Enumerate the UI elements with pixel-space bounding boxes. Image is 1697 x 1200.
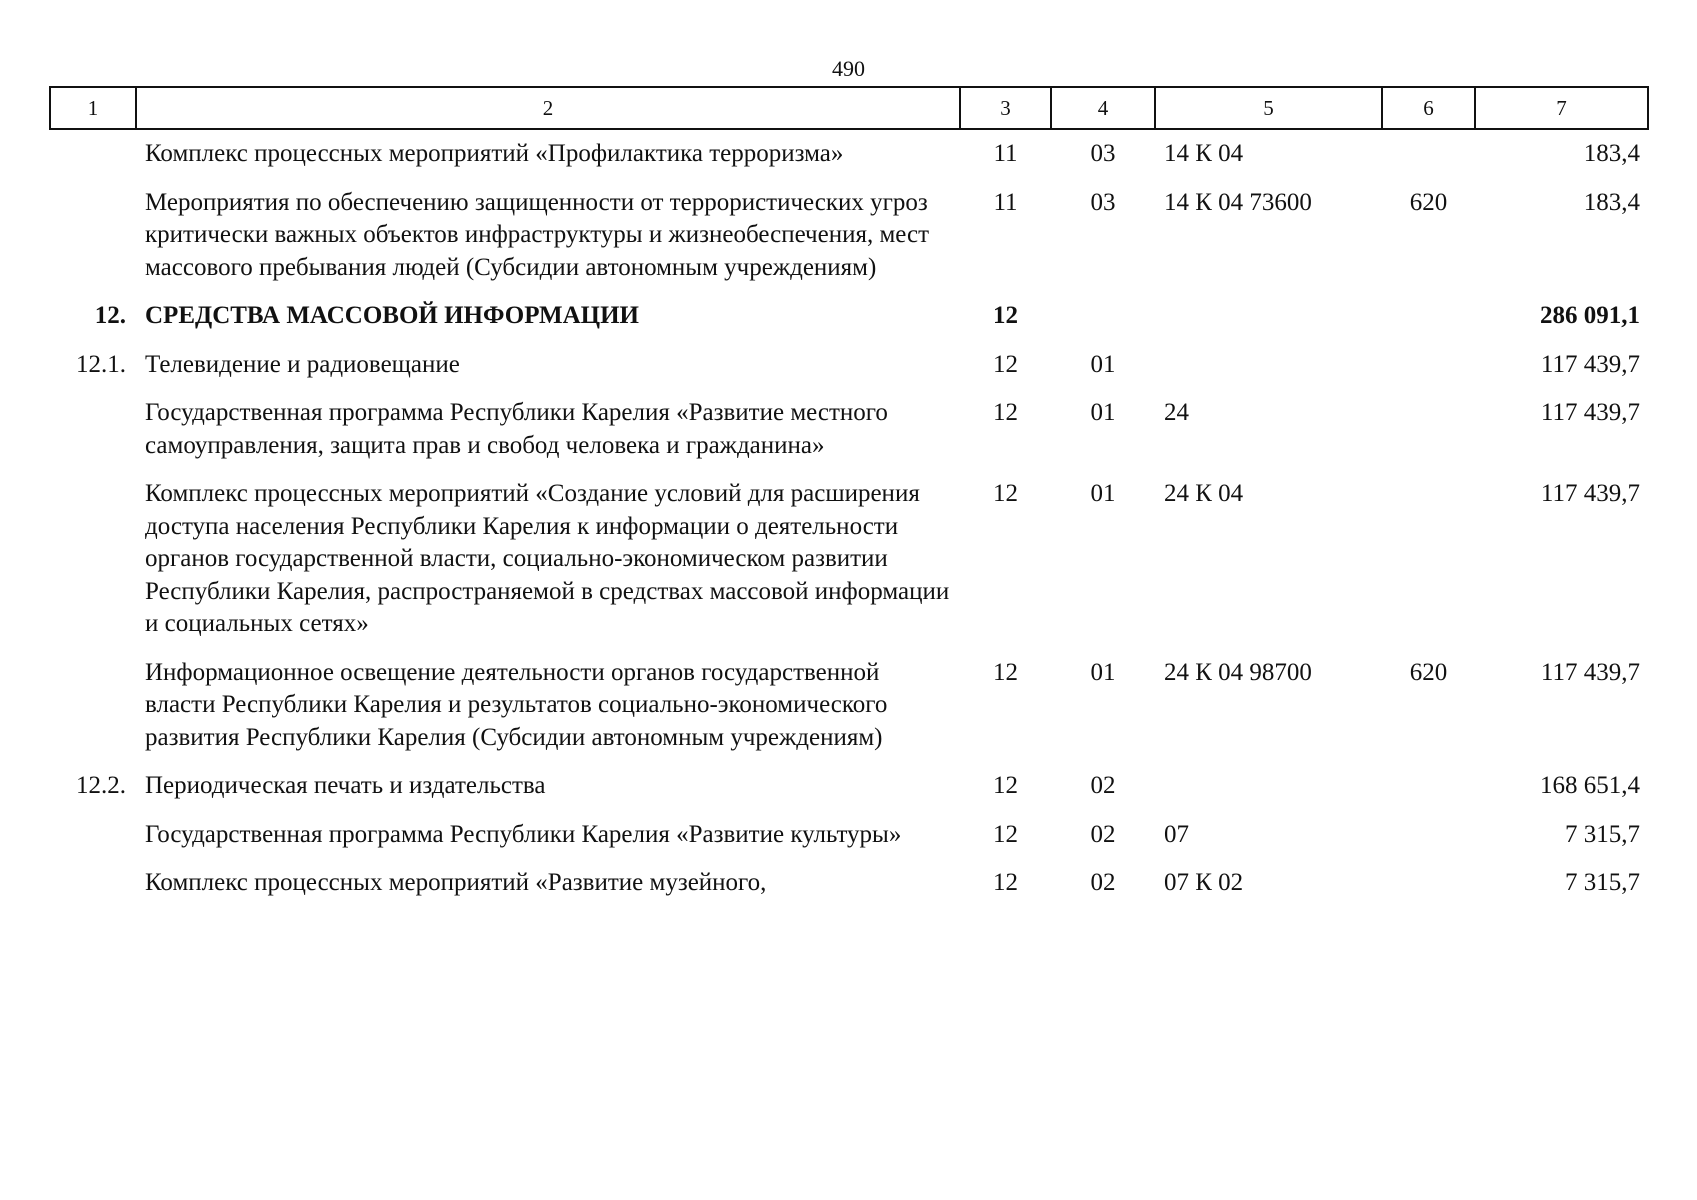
row-amount: 168 651,4 [1540,772,1640,799]
row-target-code: 24 К 04 98700 [1164,658,1312,686]
row-subsection-code: 01 [1090,658,1116,686]
row-name: СРЕДСТВА МАССОВОЙ ИНФОРМАЦИИ [145,302,640,329]
row-expense-type [1382,478,1475,657]
row-amount: 286 091,1 [1540,302,1640,329]
row-section-code: 12 [993,399,1018,426]
row-amount: 117 439,7 [1540,399,1640,426]
table-row [50,187,1648,301]
row-target-code: 24 К 04 [1164,480,1244,507]
row-name: Государственная программа Республики Карелия «Развитие культуры» [145,820,902,848]
row-section-code: 11 [993,188,1018,216]
row-name: Государственная программа Республики Карелия «Развитие местного самоуправления, защита прав и свобод человека и гражданина» [145,399,888,459]
row-number [50,397,136,478]
row-expense-type [1382,819,1475,868]
row-subsection-code: 02 [1090,772,1116,799]
row-amount: 117 439,7 [1540,658,1640,686]
table-row [50,867,1648,916]
row-section-code: 12 [993,869,1018,896]
row-number [50,867,136,916]
column-header-6: 6 [1382,87,1475,129]
row-subsection-code [1051,300,1155,349]
row-subsection-code: 01 [1090,350,1116,378]
row-subsection-code: 02 [1090,869,1116,896]
table-body [50,129,1648,916]
row-number [50,187,136,301]
page-number: 490 [832,56,865,81]
row-section-code: 12 [993,772,1018,799]
table-header [50,87,1648,129]
table-row [50,129,1648,187]
row-section-code: 11 [993,140,1018,167]
row-subsection-code: 03 [1090,188,1116,216]
row-name: Комплекс процессных мероприятий «Профилактика терроризма» [145,140,844,167]
row-target-code: 14 К 04 [1164,140,1244,167]
column-header-5: 5 [1155,87,1382,129]
row-name: Комплекс процессных мероприятий «Создание условий для расширения доступа населения Республики Карелия к информации о деятельности органов государственной власти, социально-экономическом развитии Республики Карелия, распространяемой в средствах массовой информации и социальных сетях» [145,480,950,637]
row-expense-type [1382,349,1475,398]
row-target-code [1155,300,1382,349]
row-number [50,657,136,771]
row-section-code: 12 [993,820,1018,848]
column-header-3: 3 [960,87,1051,129]
table-row [50,819,1648,868]
row-number: 12.1. [76,350,126,378]
column-header-4: 4 [1051,87,1155,129]
table-row [50,478,1648,657]
row-amount: 117 439,7 [1540,350,1640,378]
table-row [50,657,1648,771]
row-expense-type [1382,770,1475,819]
budget-table [49,86,1649,916]
row-section-code: 12 [993,658,1018,686]
row-section-code: 12 [993,350,1018,378]
column-header-2: 2 [136,87,960,129]
row-number [50,478,136,657]
row-subsection-code: 01 [1090,399,1116,426]
row-expense-type [1382,397,1475,478]
row-expense-type [1382,300,1475,349]
row-name: Периодическая печать и издательства [145,772,546,799]
row-number [50,129,136,187]
row-expense-type [1382,129,1475,187]
table-row [50,770,1648,819]
row-expense-type: 620 [1409,188,1448,216]
row-amount: 7 315,7 [1565,820,1640,848]
row-number [50,819,136,868]
row-amount: 7 315,7 [1565,869,1640,896]
row-number: 12.2. [76,772,126,799]
row-target-code [1155,770,1382,819]
row-name: Информационное освещение деятельности органов государственной власти Республики Карелия и результатов социально-экономического развития Республики Карелия (Субсидии автономным учреждениям) [145,658,888,751]
table-row [50,397,1648,478]
section-row [50,300,1648,349]
row-target-code: 07 [1164,820,1189,848]
row-target-code: 07 К 02 [1164,869,1244,896]
row-expense-type [1382,867,1475,916]
row-target-code: 14 К 04 73600 [1164,188,1312,216]
table-row [50,349,1648,398]
row-name: Телевидение и радиовещание [145,350,460,378]
row-amount: 183,4 [1583,140,1640,167]
column-header-1: 1 [50,87,136,129]
row-name: Комплекс процессных мероприятий «Развитие музейного, [145,869,767,896]
row-number: 12. [94,302,126,329]
row-subsection-code: 01 [1090,480,1116,507]
row-target-code: 24 [1164,399,1189,426]
row-section-code: 12 [993,480,1018,507]
header-row [50,87,1648,129]
column-header-7: 7 [1475,87,1648,129]
row-subsection-code: 03 [1090,140,1116,167]
row-name: Мероприятия по обеспечению защищенности от террористических угроз критически важных объектов инфраструктуры и жизнеобеспечения, мест массового пребывания людей (Субсидии автономным учреждениям) [145,188,930,281]
row-target-code [1155,349,1382,398]
row-amount: 183,4 [1583,188,1640,216]
row-amount: 117 439,7 [1540,480,1640,507]
row-section-code: 12 [993,302,1018,329]
row-subsection-code: 02 [1090,820,1116,848]
row-expense-type: 620 [1409,658,1448,686]
